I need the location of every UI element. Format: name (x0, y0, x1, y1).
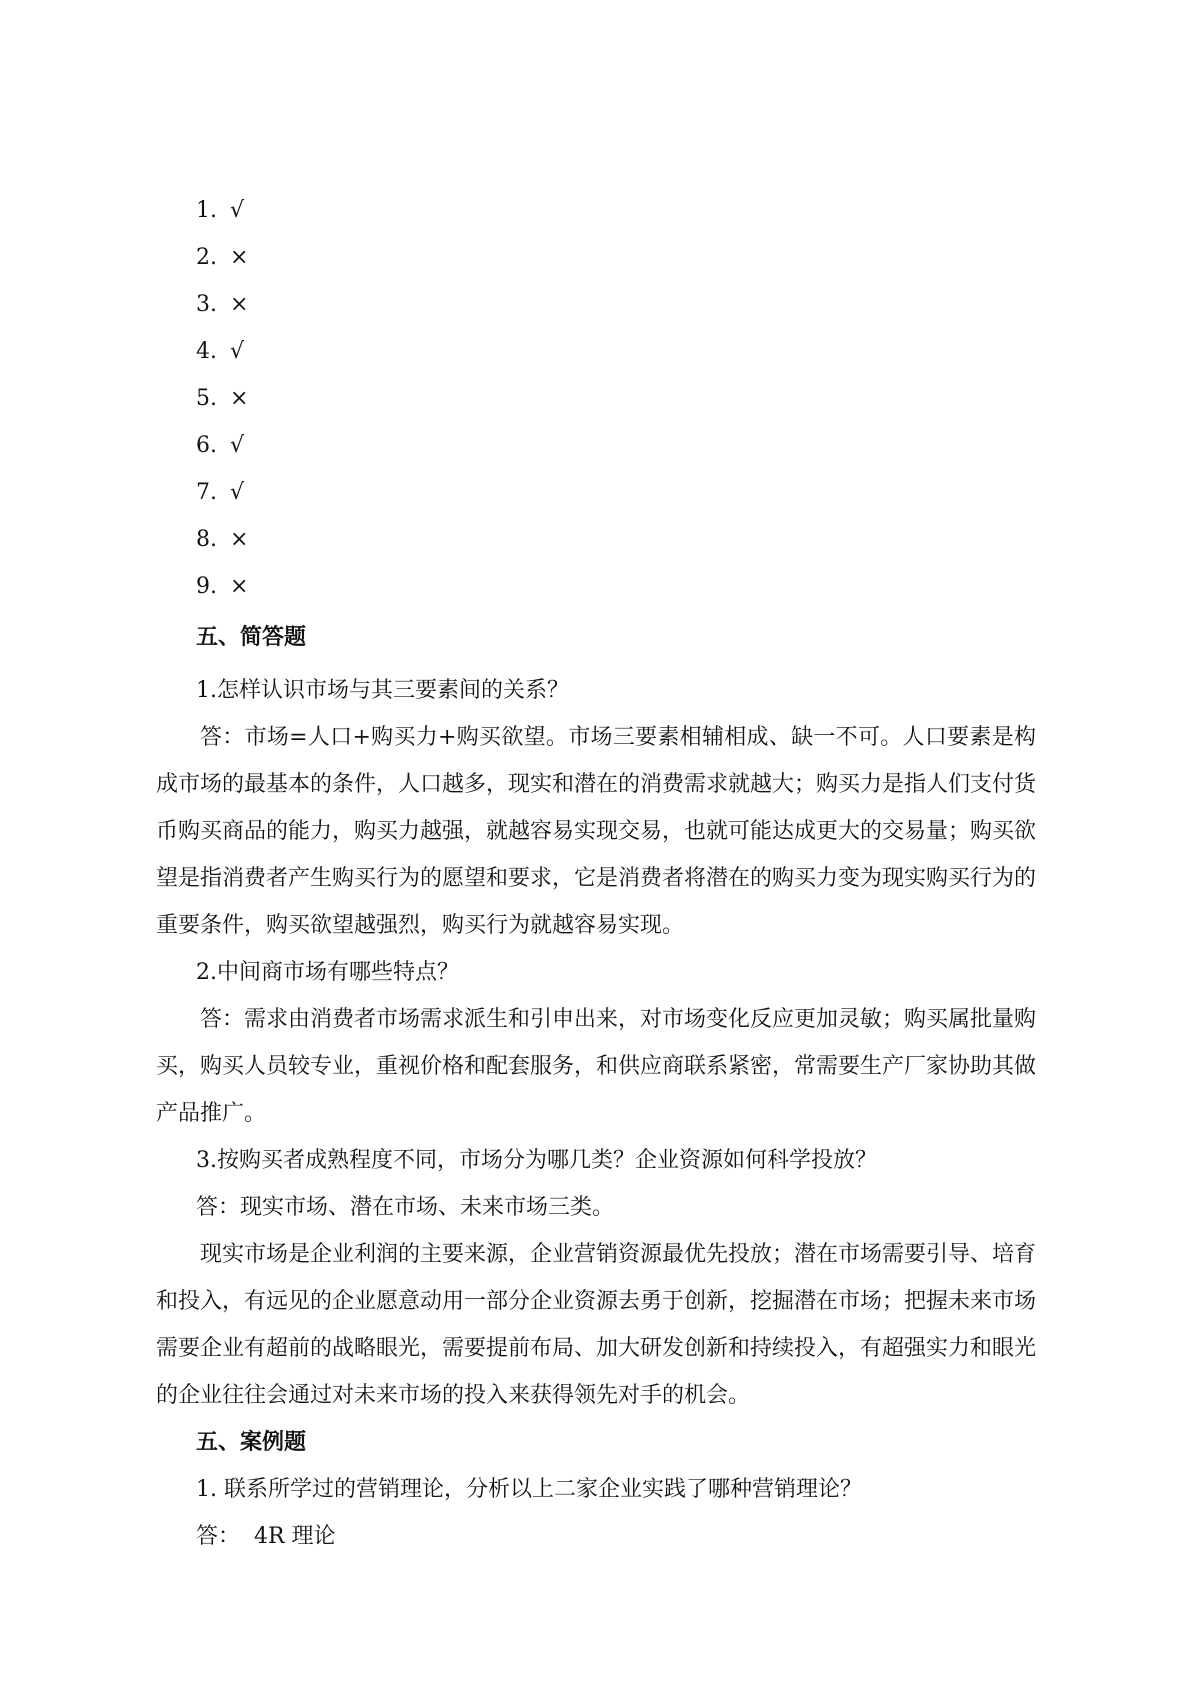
short-answer-answer-1: 答：市场=人口+购买力+购买欲望。市场三要素相辅相成、缺一不可。人口要素是构成市场的最基本的条件，人口越多，现实和潜在的消费需求就越大；购买力是指人们支付货币购买商品的能力，购买力越强，就越容易实现交易，也就可能达成更大的交易量；购买欲望是指消费者产生购买行为的愿望和要求，它是消费者将潜在的购买力变为现实购买行为的重要条件，购买欲望越强烈，购买行为就越容易实现。 (156, 725, 1037, 938)
answer-number: 1. (196, 198, 217, 223)
page-content (156, 197, 1036, 1560)
short-answer-heading: 五、简答题 (196, 624, 307, 650)
judgement-answer-list (156, 197, 1036, 620)
answer-item (156, 385, 1036, 432)
short-answer-question-3: 3.按购买者成熟程度不同，市场分为哪几类？企业资源如何科学投放？ (196, 1148, 877, 1173)
answer-item (156, 338, 1036, 385)
answer-item (156, 244, 1036, 291)
short-answer-answer-3-detail: 现实市场是企业利润的主要来源，企业营销资源最优先投放；潜在市场需要引导、培育和投入，有远见的企业愿意动用一部分企业资源去勇于创新，挖掘潜在市场；把握未来市场需要企业有超前的战略眼光，需要提前布局、加大研发创新和持续投入，有超强实力和眼光的企业往往会通过对未来市场的投入来获得领先对手的机会。 (156, 1242, 1037, 1408)
short-answer-question-2: 2.中间商市场有哪些特点？ (196, 960, 459, 985)
answer-mark: × (230, 574, 249, 599)
case-study-heading: 五、案例题 (196, 1429, 307, 1455)
answer-number: 3. (196, 292, 217, 317)
short-answer-question-1: 1.怎样认识市场与其三要素间的关系？ (196, 678, 569, 703)
case-study-answer-1: 答： 4R 理论 (196, 1524, 336, 1549)
case-study-question-1: 1. 联系所学过的营销理论，分析以上二家企业实践了哪种营销理论？ (196, 1477, 862, 1502)
answer-item (156, 526, 1036, 573)
answer-number: 8. (196, 527, 217, 552)
answer-number: 9. (196, 574, 217, 599)
answer-mark: √ (230, 433, 245, 458)
answer-mark: × (230, 386, 249, 411)
answer-item (156, 432, 1036, 479)
answer-mark: √ (230, 339, 245, 364)
answer-item (156, 573, 1036, 620)
answer-item (156, 479, 1036, 526)
answer-number: 6. (196, 433, 217, 458)
answer-number: 4. (196, 339, 217, 364)
answer-number: 2. (196, 245, 217, 270)
answer-mark: √ (230, 198, 245, 223)
answer-mark: √ (230, 480, 245, 505)
answer-mark: × (230, 292, 249, 317)
short-answer-answer-2: 答：需求由消费者市场需求派生和引申出来，对市场变化反应更加灵敏；购买属批量购买，购买人员较专业，重视价格和配套服务，和供应商联系紧密，常需要生产厂家协助其做产品推广。 (156, 1007, 1037, 1126)
answer-mark: × (230, 527, 249, 552)
answer-mark: × (230, 245, 249, 270)
answer-item (156, 197, 1036, 244)
answer-number: 5. (196, 386, 217, 411)
answer-item (156, 291, 1036, 338)
short-answer-answer-3: 答：现实市场、潜在市场、未来市场三类。 (196, 1195, 615, 1220)
answer-number: 7. (196, 480, 217, 505)
